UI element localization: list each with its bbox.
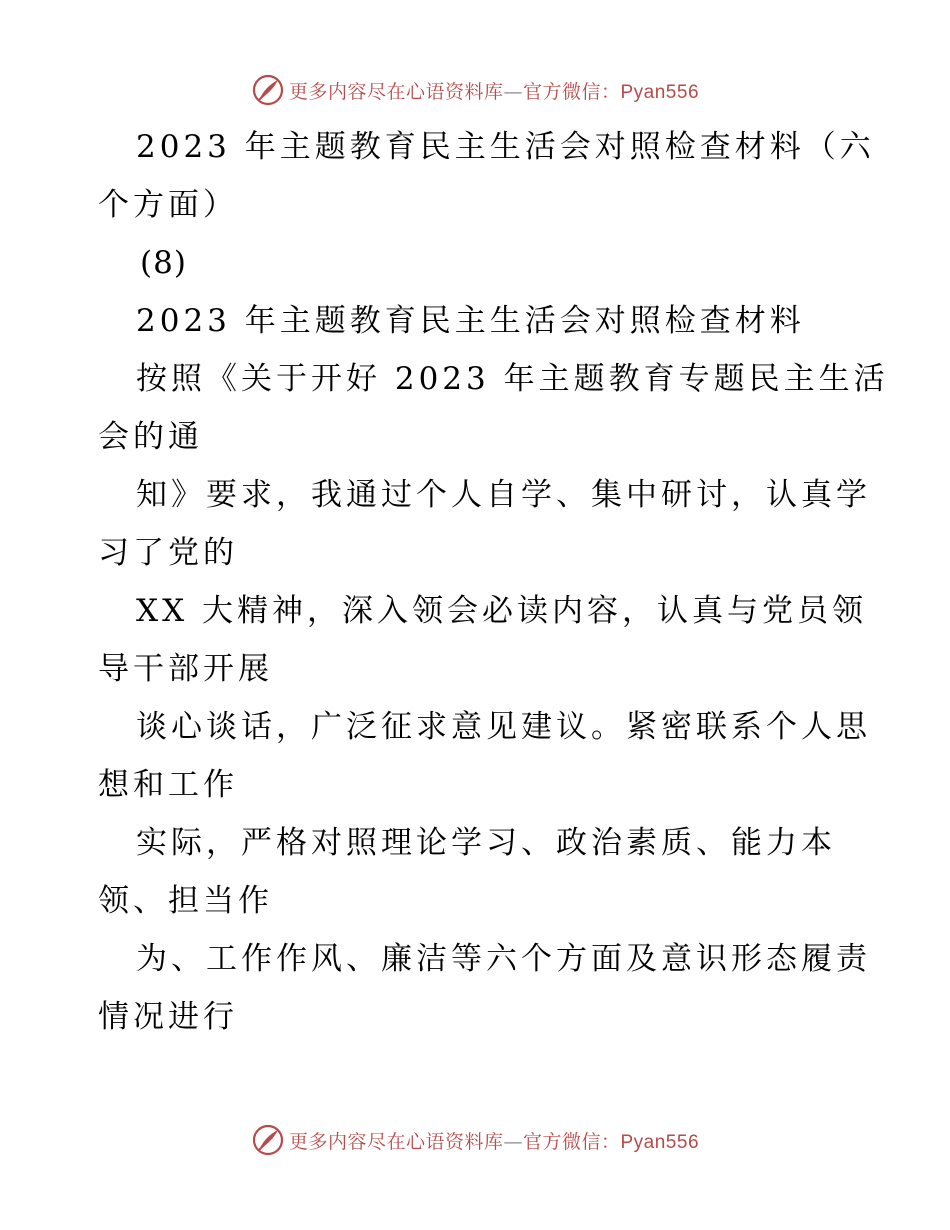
quill-circle-logo-icon bbox=[251, 1123, 285, 1157]
doc-title-line-1: 2023 年主题教育民主生活会对照检查材料（六 bbox=[136, 129, 875, 165]
doc-paragraph-line: 为、工作作风、廉洁等六个方面及意识形态履责 bbox=[136, 941, 871, 977]
footer-banner bbox=[0, 1120, 950, 1160]
footer-banner-separator: — bbox=[503, 1130, 523, 1153]
doc-paragraph-line: 情况进行 bbox=[98, 999, 238, 1035]
doc-paragraph-line: 按照《关于开好 2023 年主题教育专题民主生活 bbox=[136, 361, 889, 397]
footer-banner-text bbox=[289, 1127, 699, 1154]
header-banner-main: 更多内容尽在心语资料库 bbox=[288, 80, 504, 103]
doc-number-line: (8) bbox=[140, 245, 187, 281]
doc-paragraph-line: XX 大精神，深入领会必读内容，认真与党员领 bbox=[136, 593, 867, 629]
header-banner-inner bbox=[251, 73, 699, 107]
footer-banner-handle: Pyan556 bbox=[620, 1131, 700, 1153]
header-banner-text bbox=[289, 77, 699, 104]
doc-paragraph-line: 习了党的 bbox=[98, 535, 238, 571]
doc-paragraph-line: 知》要求，我通过个人自学、集中研讨，认真学 bbox=[136, 477, 871, 513]
doc-title-line-2: 个方面） bbox=[98, 187, 238, 223]
footer-banner-main: 更多内容尽在心语资料库 bbox=[288, 1130, 504, 1153]
doc-paragraph-line: 想和工作 bbox=[98, 767, 238, 803]
footer-banner-contact: 官方微信： bbox=[522, 1130, 621, 1153]
doc-paragraph-line: 会的通 bbox=[98, 419, 203, 455]
header-banner-handle: Pyan556 bbox=[620, 81, 700, 103]
quill-circle-logo-icon bbox=[251, 73, 285, 107]
header-banner-separator: — bbox=[503, 80, 523, 103]
document-body bbox=[98, 118, 889, 1046]
header-banner bbox=[0, 70, 950, 110]
footer-banner-inner bbox=[251, 1123, 699, 1157]
doc-subtitle-line: 2023 年主题教育民主生活会对照检查材料 bbox=[136, 303, 805, 339]
doc-paragraph-line: 领、担当作 bbox=[98, 883, 273, 919]
doc-paragraph-line: 实际，严格对照理论学习、政治素质、能力本 bbox=[136, 825, 836, 861]
doc-paragraph-line: 导干部开展 bbox=[98, 651, 273, 687]
doc-paragraph-line: 谈心谈话，广泛征求意见建议。紧密联系个人思 bbox=[136, 709, 871, 745]
header-banner-contact: 官方微信： bbox=[522, 80, 621, 103]
